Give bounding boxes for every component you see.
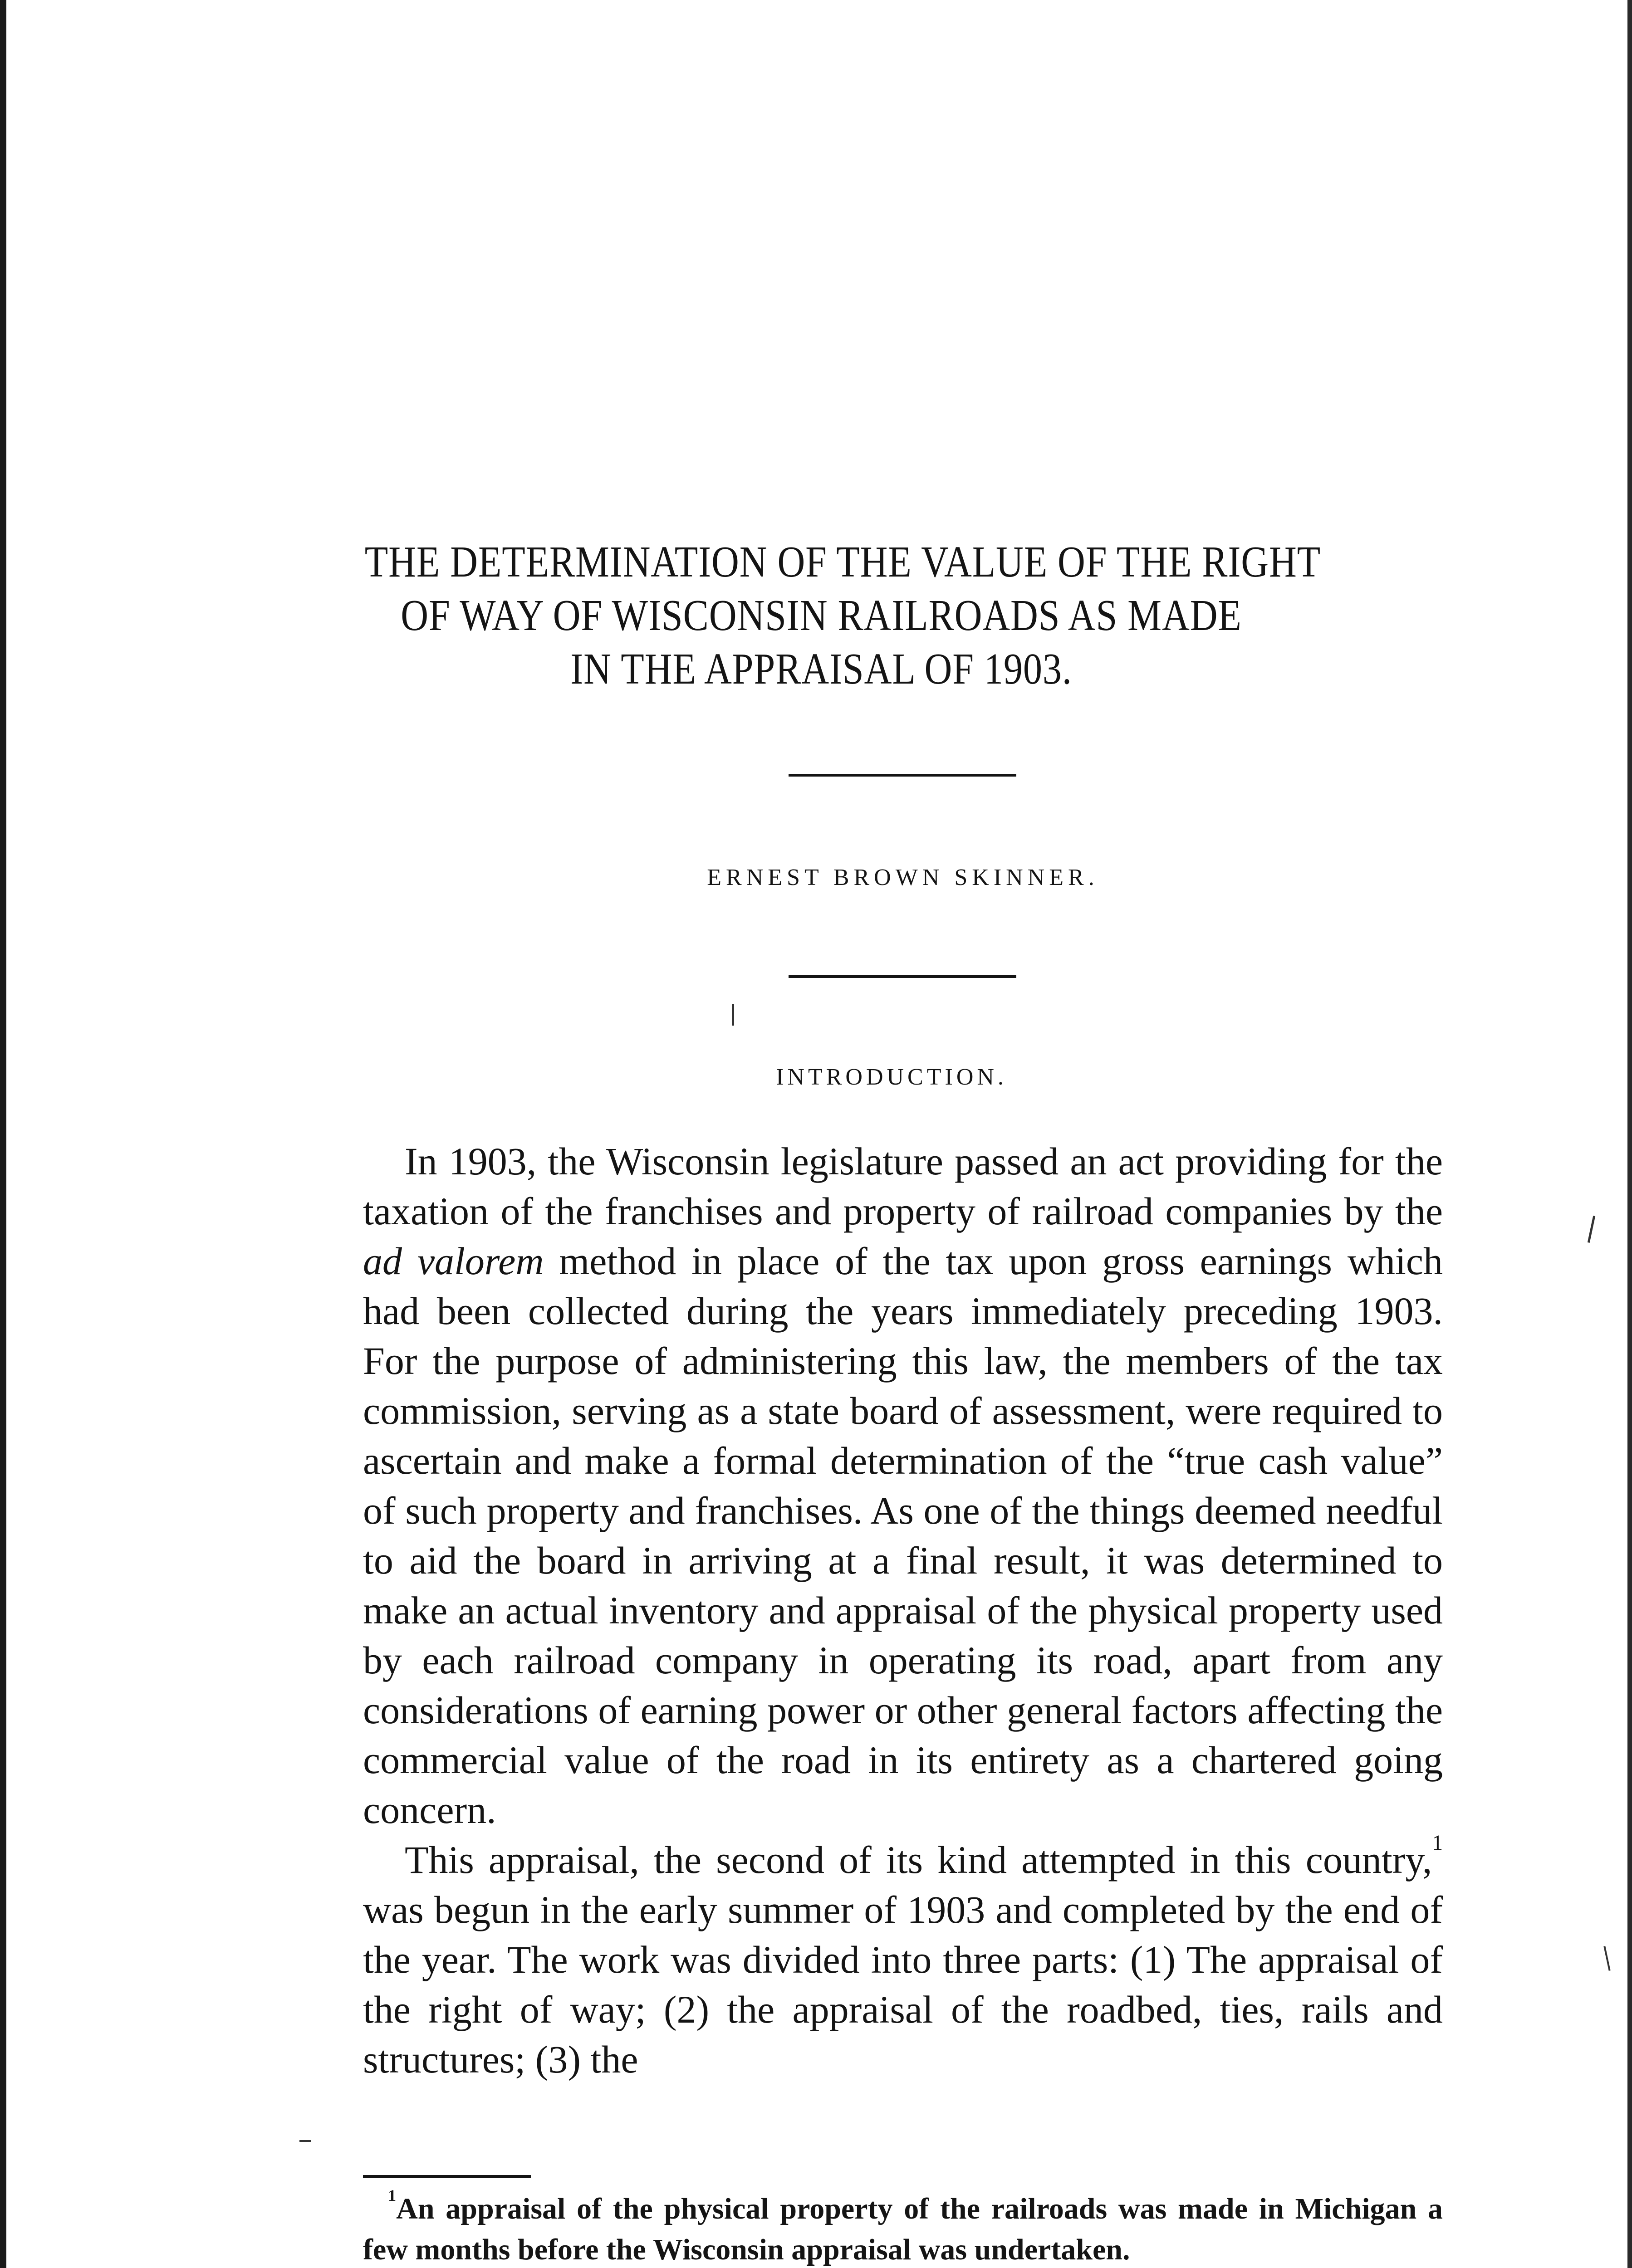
article-body bbox=[363, 1136, 1443, 2084]
footnote-marker: 1 bbox=[388, 2186, 397, 2204]
scan-mark bbox=[299, 2140, 311, 2142]
footnote-text: An appraisal of the physical property of the railroads was made in Michigan a few months before the Wisconsin appraisal was undertaken. bbox=[363, 2192, 1443, 2266]
section-heading: INTRODUCTION. bbox=[776, 1064, 1007, 1090]
title-line-3: IN THE APPRAISAL OF 1903. bbox=[570, 645, 1072, 694]
paragraph-2-text-b: was begun in the early summer of 1903 and completed by the end of the year. The work was divided into three parts: (1) The appraisal of the right of way; (2) the appraisal of the roadbed, ties, rails and structures; (3) the bbox=[363, 1888, 1443, 2081]
author-name: ERNEST BROWN SKINNER. bbox=[707, 865, 1099, 890]
footnote-reference: 1 bbox=[1432, 1831, 1443, 1855]
scan-mark bbox=[732, 1004, 734, 1026]
paragraph-1 bbox=[363, 1136, 1443, 1835]
title-divider bbox=[789, 774, 1016, 777]
scan-edge-left bbox=[0, 0, 6, 2268]
paragraph-1-text-a: In 1903, the Wisconsin legislature passed an act providing for the taxation of the franchises and property of railroad companies by the bbox=[363, 1139, 1443, 1233]
footnote bbox=[363, 2186, 1443, 2268]
author-divider bbox=[789, 975, 1016, 978]
paragraph-1-italic: ad valorem bbox=[363, 1239, 544, 1283]
title-line-2: OF WAY OF WISCONSIN RAILROADS AS MADE bbox=[401, 591, 1242, 640]
scan-mark bbox=[1588, 1216, 1595, 1243]
scan-mark bbox=[1603, 1946, 1610, 1971]
footnote-divider bbox=[363, 2175, 531, 2178]
paragraph-1-text-b: method in place of the tax upon gross earnings which had been collected during the years immediately preceding 1903. For the purpose of administering this law, the members of the tax commission, serving as a state board of assessment, were required to ascertain and make a formal determination of the “true cash value” of such property and franchises. As one of the things deemed needful to aid the board in arriving at a final result, it was determined to make an actual inventory and appraisal of the physical property used by each railroad company in operating its road, apart from any considerations of earning power or other general factors affecting the commercial value of the road in its entirety as a chartered going concern. bbox=[363, 1239, 1443, 1832]
paragraph-2 bbox=[363, 1831, 1443, 2084]
paragraph-2-text-a: This appraisal, the second of its kind attempted in this country, bbox=[405, 1838, 1432, 1882]
title-line-1: THE DETERMINATION OF THE VALUE OF THE RIGHT bbox=[364, 538, 1321, 587]
article-title bbox=[290, 535, 1352, 696]
scan-edge-right bbox=[1627, 0, 1632, 2268]
